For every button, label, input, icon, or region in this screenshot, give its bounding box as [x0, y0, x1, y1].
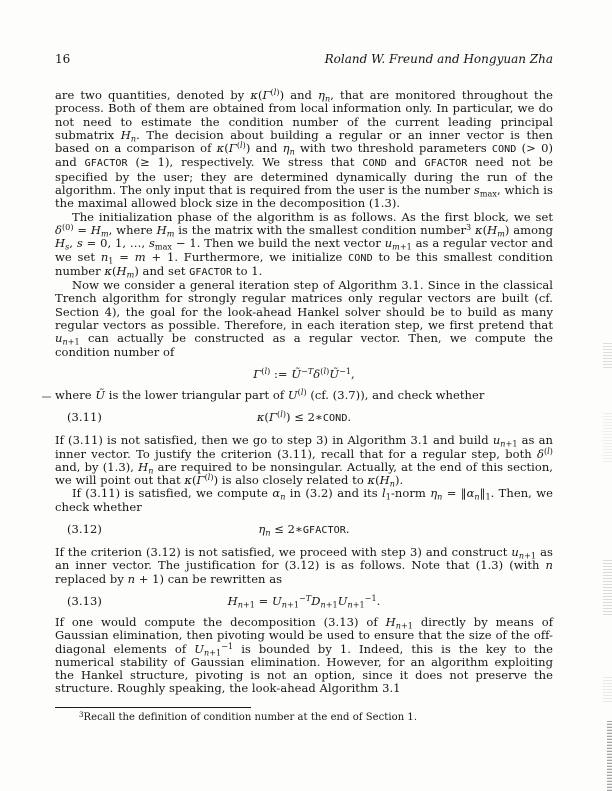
footnote-block [55, 707, 553, 724]
equation-formula: $\eta_n$ ≤ 2∗GFACTOR. [258, 522, 350, 538]
scan-dash-artifact [42, 396, 51, 398]
scan-noise [603, 676, 612, 702]
equation-gamma-definition [55, 367, 553, 381]
equation-number: (3.13) [67, 593, 102, 608]
footnote-text: Recall the definition of condition number at the end of Section 1. [83, 711, 418, 723]
scan-noise [603, 560, 612, 615]
page-header [55, 52, 553, 66]
footnote-rule [55, 707, 251, 708]
footnote [55, 712, 553, 724]
scan-noise [607, 721, 612, 791]
equation-number: (3.11) [67, 410, 102, 425]
paragraph-gaussian-elimination: If one would compute the decomposition (3.13) of $H_{n+1}$ directly by means of Gaussian elimination, then pivoting would be used to ensure that the size of the off-diagonal elements of $U_{n+1}^{-1}$ is bounded by 1. Indeed, this is the key to the numerical stability of Gaussian elimination. However, for an algorithm exploiting the Hankel structure, pivoting is not an option, since it does not preserve the structure. Roughly speaking, the look-ahead Algorithm 3.1 [55, 614, 554, 696]
equation-formula: $H_{n+1} = U_{n+1}^{-T}D_{n+1}U_{n+1}^{-1}$. [227, 593, 381, 610]
equation-formula: $\Gamma^{(l)}$ := $Ũ^{-T}\delta^{(l)}Ũ^{-1}$, [253, 366, 355, 381]
footnote-marker: 3 [79, 710, 84, 719]
paragraph-iteration-step: Now we consider a general iteration step of Algorithm 3.1. Since in the classical Trench algorithm for strongly regular matrices only regular vectors are built (cf. Section 4), the goal for the look-ahead Hankel solver should be to build as many regular vectors as possible. Therefore, in each iteration step, we first pretend that $u_{n+1}$ can actually be constructed as a regular vector. Then, we compute the condition number of [55, 278, 553, 359]
page-number: 16 [55, 52, 71, 66]
equation-3-12 [55, 522, 553, 538]
equation-formula: $\kappa(\Gamma^{(l)})$ ≤ 2∗COND. [256, 410, 352, 425]
equation-number: (3.12) [67, 522, 102, 537]
scan-noise [603, 412, 612, 462]
paragraph-311-not-satisfied: If (3.11) is not satisfied, then we go to step 3) in Algorithm 3.1 and build $u_{n+1}$ as an inner vector. To justify the criterion (3.11), recall that for a regular step, both $\delta^{(l)}$ and, by (1.3), $H_n$ are required to be nonsingular. Actually, at the end of this section, we will point out that $\kappa(\Gamma^{(l)})$ is also closely related to $\kappa(H_n)$. [55, 433, 554, 489]
text-column [55, 89, 553, 724]
page-body [55, 52, 553, 724]
paragraph-initialization: The initialization phase of the algorithm is as follows. As the first block, we set $\delta^{(0)} = H_m$, where $H_m$ is the matrix with the smallest condition number$^3$ $\kappa(H_m)$ among $H_s$, s = 0, 1, …, $s_{max} - 1$. Then we build the next vector $u_{m+1}$ as a regular vector and we set $n_1 = m + 1$. Furthermore, we initialize COND to be this smallest condition number $\kappa(H_m)$ and set GFACTOR to 1. [55, 209, 553, 280]
equation-3-13 [55, 594, 553, 608]
paragraph-where-u: where Ũ is the lower triangular part of $U^{(l)}$ (cf. (3.7)), and check whether [55, 387, 485, 402]
equation-3-11 [55, 410, 553, 426]
scan-noise [603, 342, 612, 368]
paragraph-311-satisfied: If (3.11) is satisfied, we compute $\alpha_n$ in (3.2) and its $l_1$-norm $\eta_n$ = $‖\alpha_n‖_1$. Then, we check whether [55, 486, 553, 514]
paragraph-312-not-satisfied: If the criterion (3.12) is not satisfied, we proceed with step 3) and construct $u_{n+1}$ as an inner vector. The justification for (3.12) is as follows. Note that (1.3) (with n replaced by n + 1) can be rewritten as [55, 545, 553, 586]
paragraph-monitored-quantities: are two quantities, denoted by $\kappa(\Gamma^{(l)})$ and $\eta_n$, that are monitored throughout the process. Both of them are obtained from local information only. In particular, we do not need to estimate the condition number of the current leading principal submatrix $H_n$. The decision about building a regular or an inner vector is then based on a comparison of $\kappa(\Gamma^{(l)})$ and $\eta_n$ with two threshold parameters COND (> 0) and GFACTOR (≥ 1), respectively. We stress that COND and GFACTOR need not be specified by the user; they are determined dynamically during the run of the algorithm. The only input that is required from the user is the number $s_{max}$, which is the maximal allowed block size in the decomposition (1.3). [55, 87, 553, 211]
running-head: Roland W. Freund and Hongyuan Zha [324, 52, 553, 66]
